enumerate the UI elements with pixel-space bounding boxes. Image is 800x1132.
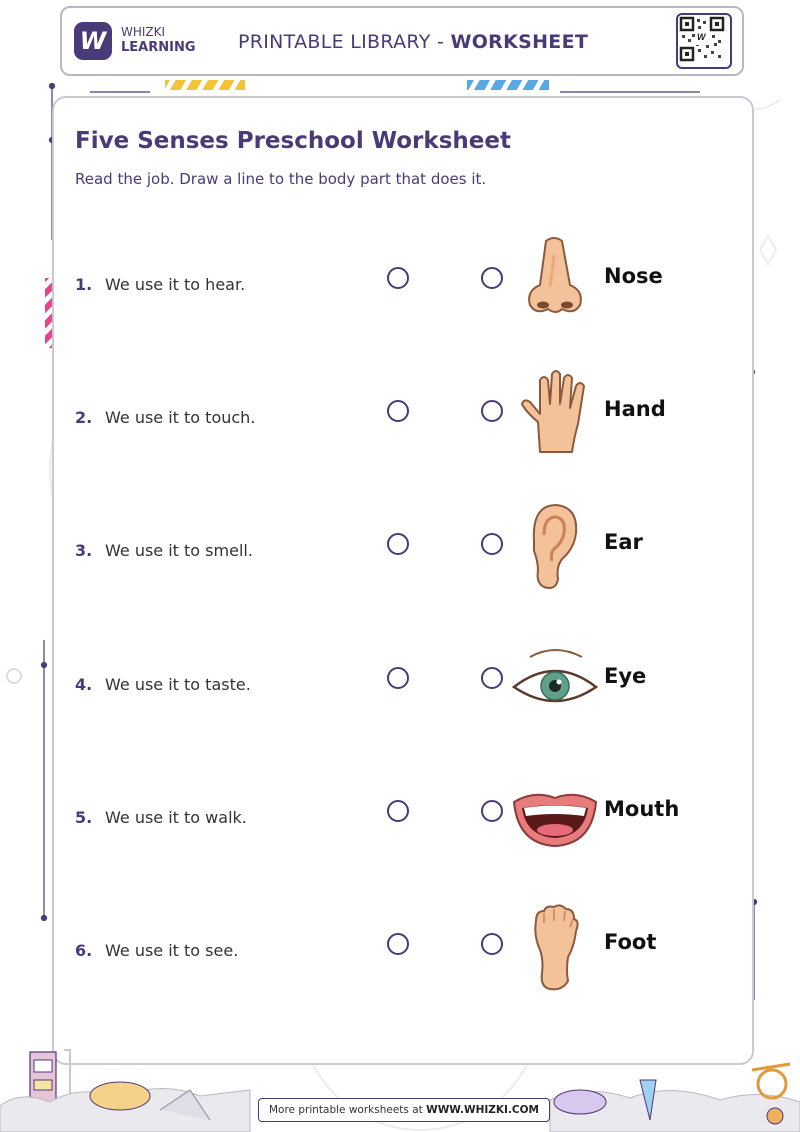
clue-connector-dot[interactable] (387, 800, 409, 822)
question-number: 1. (75, 275, 93, 294)
question-clue: We use it to hear. (105, 275, 246, 294)
clue-connector-dot[interactable] (387, 667, 409, 689)
qr-code[interactable] (676, 13, 732, 69)
question-clue: We use it to walk. (105, 808, 247, 827)
decorative-stripe-blue (467, 80, 549, 90)
answer-connector-dot[interactable] (481, 933, 503, 955)
answer-word: Hand (604, 397, 666, 421)
matching-row (0, 797, 800, 868)
answer-connector-dot[interactable] (481, 800, 503, 822)
mouth-icon (510, 768, 600, 858)
foot-icon (510, 901, 600, 991)
brand-name (121, 25, 196, 55)
question-clue: We use it to see. (105, 941, 239, 960)
decorative-stripe-yellow (165, 80, 245, 90)
answer-connector-dot[interactable] (481, 267, 503, 289)
question-number: 2. (75, 408, 93, 427)
question-number: 6. (75, 941, 93, 960)
question-number: 5. (75, 808, 93, 827)
header-title-bold: WORKSHEET (450, 31, 589, 53)
ear-icon (510, 501, 600, 591)
question-number: 3. (75, 541, 93, 560)
footer-text: More printable worksheets at (268, 1104, 427, 1116)
matching-row (0, 264, 800, 335)
matching-row (0, 397, 800, 468)
whizki-logo[interactable]: W (74, 22, 112, 60)
answer-connector-dot[interactable] (481, 667, 503, 689)
nose-icon (510, 235, 600, 325)
header-title-prefix: PRINTABLE LIBRARY - (238, 31, 451, 53)
answer-word: Eye (604, 664, 647, 688)
clue-connector-dot[interactable] (387, 400, 409, 422)
worksheet-instructions: Read the job. Draw a line to the body part that does it. (75, 170, 487, 188)
matching-row (0, 930, 800, 1001)
question-clue: We use it to touch. (105, 408, 256, 427)
question-clue: We use it to smell. (105, 541, 253, 560)
matching-row (0, 530, 800, 601)
question-clue: We use it to taste. (105, 675, 251, 694)
clue-connector-dot[interactable] (387, 267, 409, 289)
brand-line-2: LEARNING (121, 40, 196, 55)
hand-icon (510, 368, 600, 458)
clue-connector-dot[interactable] (387, 533, 409, 555)
brand-line-1: WHIZKI (121, 25, 166, 39)
answer-word: Nose (604, 264, 663, 288)
clue-connector-dot[interactable] (387, 933, 409, 955)
matching-row (0, 664, 800, 735)
worksheet-title: Five Senses Preschool Worksheet (75, 128, 511, 154)
header-title (238, 31, 588, 53)
qr-center-letter: W (697, 32, 706, 42)
footer-website-link[interactable]: WWW.WHIZKI.COM (426, 1104, 539, 1116)
answer-connector-dot[interactable] (481, 400, 503, 422)
eye-icon (510, 635, 600, 725)
answer-word: Mouth (604, 797, 680, 821)
answer-word: Ear (604, 530, 643, 554)
footer-link-bar[interactable] (258, 1098, 550, 1122)
question-number: 4. (75, 675, 93, 694)
answer-word: Foot (604, 930, 657, 954)
answer-connector-dot[interactable] (481, 533, 503, 555)
